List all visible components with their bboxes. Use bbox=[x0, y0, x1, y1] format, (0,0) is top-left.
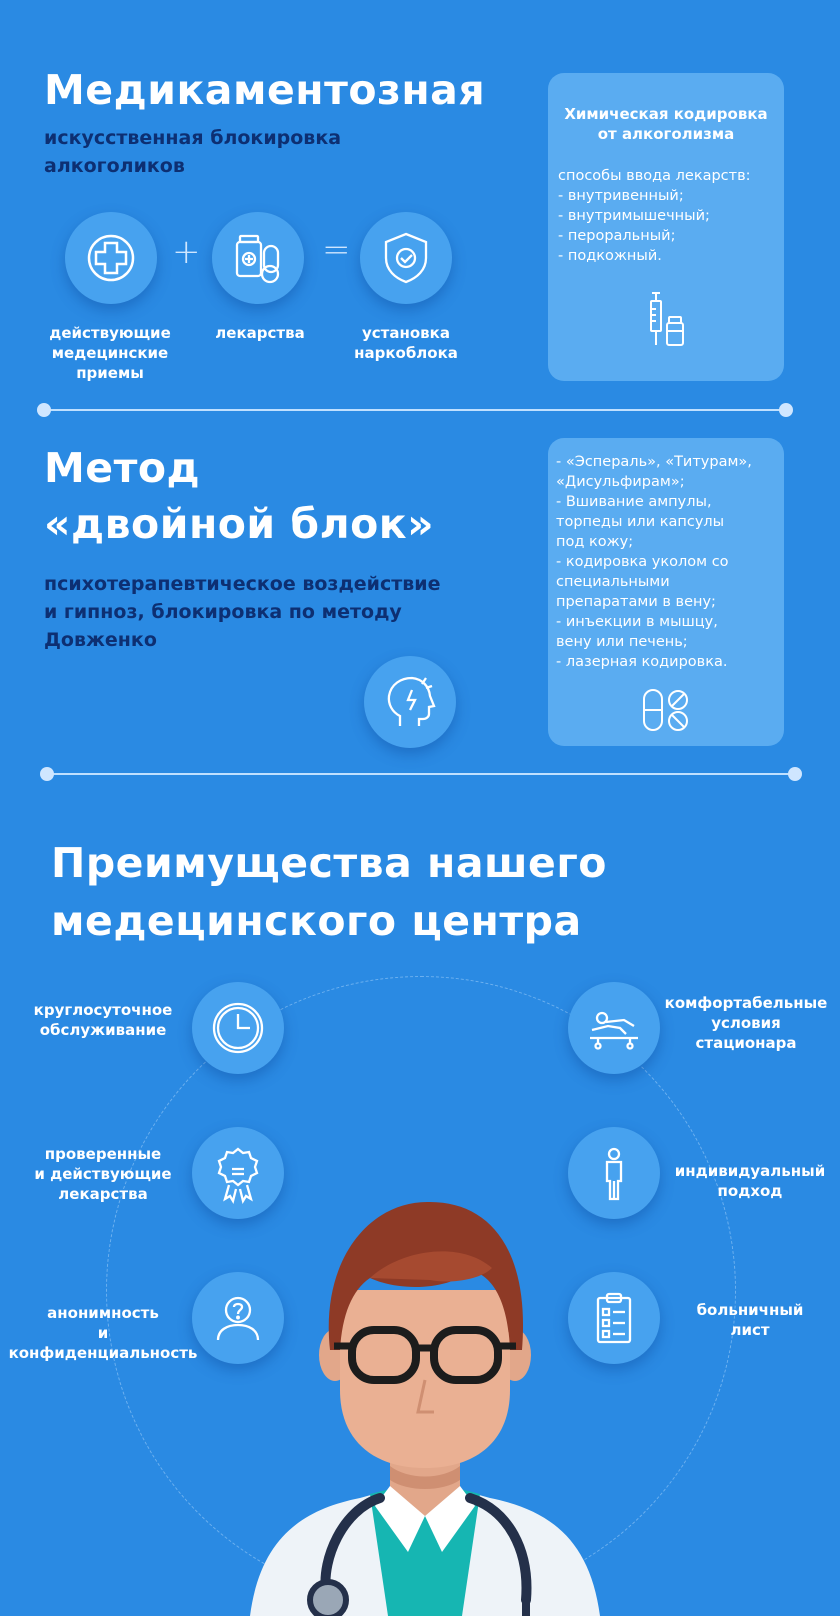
section-divider bbox=[47, 773, 795, 775]
advantage-sick-leave bbox=[680, 1300, 820, 1340]
doctor-illustration bbox=[230, 1180, 620, 1616]
section1-subtitle bbox=[44, 124, 341, 180]
medical-cross-icon bbox=[65, 212, 157, 304]
card-list-line: - пероральный; bbox=[558, 228, 676, 244]
shield-check-icon bbox=[360, 212, 452, 304]
section2-subtitle bbox=[44, 570, 441, 654]
divider-dot bbox=[779, 403, 793, 417]
double-block-methods-card bbox=[548, 438, 784, 746]
caption-line: медецинские bbox=[51, 344, 169, 362]
section2-title-line: Метод bbox=[44, 444, 201, 492]
syringe-vial-icon bbox=[640, 291, 690, 351]
caption-medical-methods bbox=[40, 323, 180, 383]
advantage-24h-service bbox=[18, 1000, 188, 1040]
advantage-line: проверенные bbox=[44, 1145, 162, 1163]
caption-line: лекарства bbox=[215, 324, 305, 342]
advantage-line: больничный bbox=[696, 1301, 804, 1319]
advantage-comfortable-conditions bbox=[656, 993, 836, 1053]
head-lightning-icon bbox=[364, 656, 456, 748]
advantage-line: круглосуточное bbox=[33, 1001, 173, 1019]
advantage-line: и bbox=[97, 1324, 109, 1342]
advantage-line: лист bbox=[730, 1321, 770, 1339]
card-list-line: - лазерная кодировка. bbox=[556, 654, 728, 670]
card-list bbox=[556, 452, 784, 672]
card-list-line: способы ввода лекарств: bbox=[558, 168, 751, 184]
advantage-anonymity bbox=[6, 1303, 200, 1363]
advantage-tested-medicines bbox=[18, 1144, 188, 1204]
section3-title-line: Преимущества нашего bbox=[51, 839, 607, 887]
section2-title bbox=[44, 440, 434, 552]
medicine-bottle-pills-icon bbox=[212, 212, 304, 304]
plus-sign: + bbox=[172, 232, 201, 272]
card-list-line: - инъекции в мышцу, bbox=[556, 614, 718, 630]
card-list-line: - Вшивание ампулы, bbox=[556, 494, 712, 510]
advantage-individual-approach bbox=[670, 1161, 830, 1201]
caption-medicines bbox=[190, 323, 330, 343]
caption-line: приемы bbox=[76, 364, 144, 382]
advantage-line: стационара bbox=[695, 1034, 797, 1052]
card-list-line: препаратами в вену; bbox=[556, 594, 716, 610]
section1-subtitle-line: алкоголиков bbox=[44, 155, 185, 177]
card-list bbox=[558, 166, 784, 266]
divider-dot bbox=[37, 403, 51, 417]
section1-title: Медикаментозная bbox=[44, 66, 486, 114]
card-list-line: - внутримышечный; bbox=[558, 208, 710, 224]
advantage-line: условия bbox=[711, 1014, 781, 1032]
divider-dot bbox=[40, 767, 54, 781]
advantage-line: обслуживание bbox=[39, 1021, 167, 1039]
advantage-line: лекарства bbox=[58, 1185, 148, 1203]
caption-line: наркоблока bbox=[354, 344, 458, 362]
caption-line: установка bbox=[362, 324, 450, 342]
card-title-line: от алкоголизма bbox=[597, 125, 735, 143]
card-list-line: - подкожный. bbox=[558, 248, 662, 264]
card-list-line: «Дисульфирам»; bbox=[556, 474, 685, 490]
advantage-line: и действующие bbox=[34, 1165, 172, 1183]
capsule-pill-icon bbox=[640, 686, 694, 734]
card-list-line: - «Эспераль», «Титурам», bbox=[556, 454, 752, 470]
advantage-line: комфортабельные bbox=[664, 994, 828, 1012]
advantage-line: анонимность bbox=[47, 1304, 159, 1322]
card-list-line: торпеды или капсулы bbox=[556, 514, 725, 530]
card-list-line: - кодировка уколом со bbox=[556, 554, 729, 570]
card-title-line: Химическая кодировка bbox=[564, 105, 768, 123]
section3-title-line: медецинского центра bbox=[51, 897, 582, 945]
advantage-line: конфиденциальность bbox=[8, 1344, 198, 1362]
section2-title-line: «двойной блок» bbox=[44, 500, 435, 548]
hospital-bed-icon bbox=[568, 982, 660, 1074]
card-list-line: специальными bbox=[556, 574, 670, 590]
advantage-line: подход bbox=[717, 1182, 783, 1200]
divider-dot bbox=[788, 767, 802, 781]
section2-subtitle-line: Довженко bbox=[44, 629, 157, 651]
section3-title bbox=[51, 834, 607, 950]
caption-line: действующие bbox=[49, 324, 171, 342]
clock-icon bbox=[192, 982, 284, 1074]
section2-subtitle-line: психотерапевтическое воздействие bbox=[44, 573, 441, 595]
card-list-line: - внутривенный; bbox=[558, 188, 684, 204]
card-title bbox=[548, 104, 784, 144]
chemical-coding-card bbox=[548, 73, 784, 381]
advantage-line: индивидуальный bbox=[674, 1162, 826, 1180]
equals-sign: = bbox=[322, 230, 351, 270]
caption-narco-block bbox=[336, 323, 476, 363]
section-divider bbox=[44, 409, 786, 411]
section1-subtitle-line: искусственная блокировка bbox=[44, 127, 342, 149]
card-list-line: под кожу; bbox=[556, 534, 634, 550]
section2-subtitle-line: и гипноз, блокировка по методу bbox=[44, 601, 402, 623]
card-list-line: вену или печень; bbox=[556, 634, 688, 650]
